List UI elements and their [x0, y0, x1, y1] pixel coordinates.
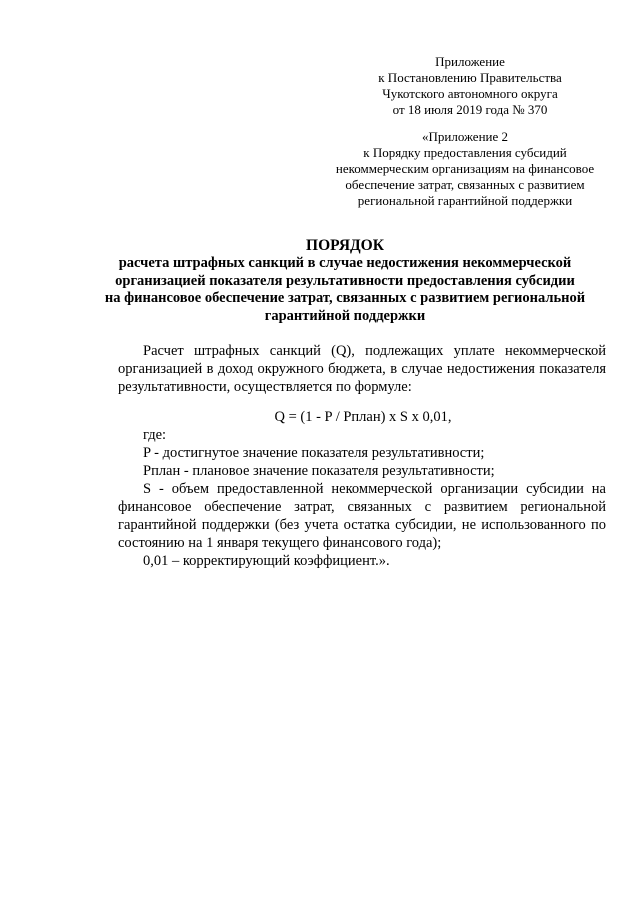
definition-p: P - достигнутое значение показателя результативности; [143, 445, 485, 461]
annex-header [360, 54, 580, 118]
paragraph1-line: Расчет штрафных санкций (Q), подлежащих уплате некоммерческой [143, 343, 606, 359]
definition-s-line: состоянию на 1 января текущего финансового года); [118, 535, 442, 551]
document-title [80, 236, 610, 325]
paragraph1-line: результативности, осуществляется по формуле: [118, 379, 412, 395]
penalty-formula: Q = (1 - P / Pплан) x S x 0,01, [274, 409, 452, 425]
annex-line: к Постановлению Правительства [378, 70, 562, 85]
title-line: гарантийной поддержки [264, 307, 426, 324]
annex2-line: некоммерческим организациям на финансовое [335, 161, 595, 176]
annex2-line: к Порядку предоставления субсидий [363, 145, 567, 160]
definition-pplan: Pплан - плановое значение показателя результативности; [143, 463, 495, 479]
annex-line: Приложение [435, 54, 505, 69]
definition-s-line: S - объем предоставленной некоммерческой организации субсидии на [143, 481, 606, 497]
paragraph1-line: организацией в доход окружного бюджета, в случае недостижения показателя [118, 361, 606, 377]
annex-line: Чукотского автономного округа [382, 86, 558, 101]
title-main: ПОРЯДОК [306, 237, 384, 254]
title-line: организацией показателя результативности предоставления субсидии [115, 272, 575, 289]
annex2-header [330, 129, 600, 209]
annex-line: от 18 июля 2019 года № 370 [392, 102, 548, 117]
definition-coef: 0,01 – корректирующий коэффициент.». [143, 553, 390, 569]
title-line: на финансовое обеспечение затрат, связанных с развитием региональной [104, 290, 586, 306]
annex2-line: обеспечение затрат, связанных с развитием [345, 177, 585, 192]
where-label: где: [143, 427, 167, 443]
title-line: расчета штрафных санкций в случае недостижения некоммерческой [118, 255, 572, 271]
definition-s-line: финансовое обеспечение затрат, связанных с развитием региональной [118, 499, 606, 515]
annex2-line: «Приложение 2 [421, 129, 509, 144]
definition-s-line: гарантийной поддержки (без учета остатка субсидии, не использованного по [118, 517, 606, 533]
annex2-line: региональной гарантийной поддержки [357, 193, 573, 208]
